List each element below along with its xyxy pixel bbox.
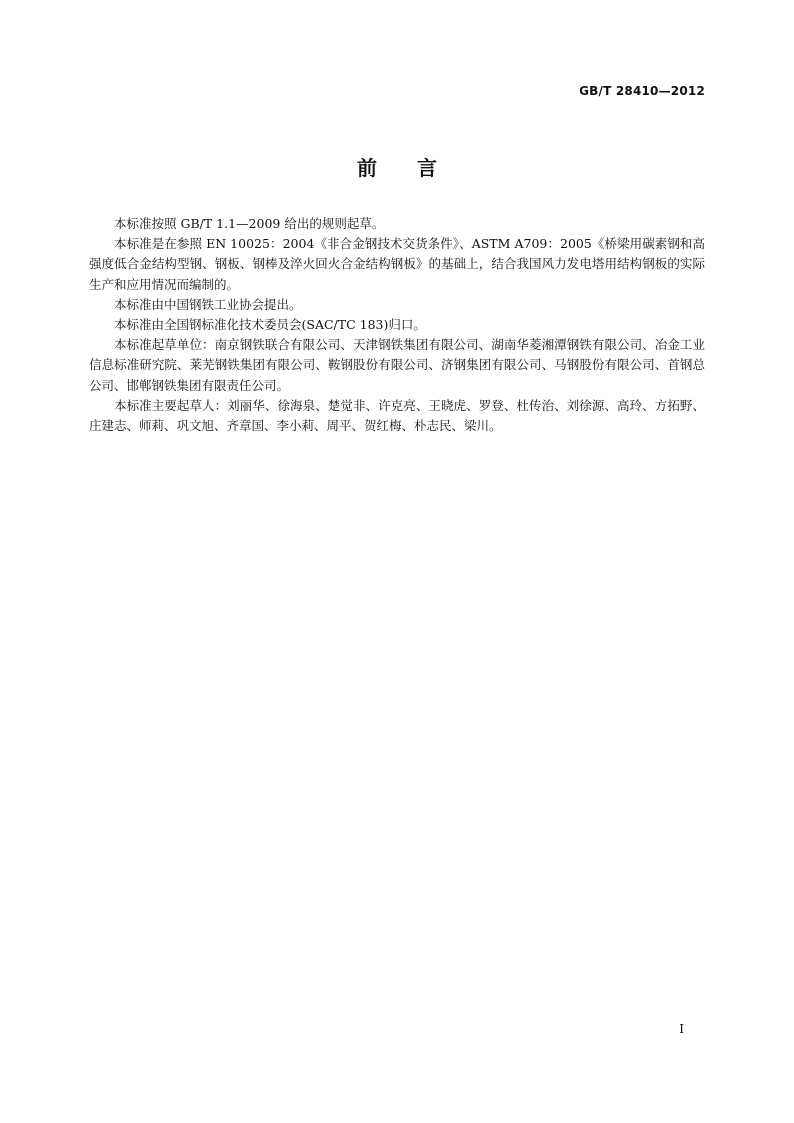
page-number: I	[679, 1022, 684, 1036]
paragraph-drafting-rules: 本标准按照 GB/T 1.1—2009 给出的规则起草。	[114, 216, 385, 231]
page-title: 前言	[357, 156, 477, 180]
paragraph-proposer: 本标准由中国钢铁工业协会提出。	[114, 296, 302, 312]
paragraph-references: 本标准是在参照 EN 10025：2004《非合金钢技术交货条件》、ASTM A709：2005《桥梁用碳素钢和高强度低合金结构型钢、钢板、钢棒及淬火回火合金结构钢板》的基础上，结合我国风力发电塔用结构钢板的实际生产和应用情况而编制的。	[89, 236, 705, 292]
standard-number: GB/T 28410—2012	[579, 84, 705, 98]
foreword-body	[89, 214, 705, 436]
paragraph-technical-committee: 本标准由全国钢标准化技术委员会(SAC/TC 183)归口。	[114, 317, 426, 333]
paragraph-drafting-organizations: 本标准起草单位：南京钢铁联合有限公司、天津钢铁集团有限公司、湖南华菱湘潭钢铁有限公司、冶金工业信息标准研究院、莱芜钢铁集团有限公司、鞍钢股份有限公司、济钢集团有限公司、马钢股份有限公司、首钢总公司、邯郸钢铁集团有限责任公司。	[89, 337, 705, 393]
paragraph-main-drafters: 本标准主要起草人：刘丽华、徐海泉、楚觉非、许克亮、王晓虎、罗登、杜传治、刘徐源、高玲、方拓野、庄建志、师莉、巩文旭、齐章国、李小莉、周平、贺红梅、朴志民、梁川。	[89, 397, 705, 434]
